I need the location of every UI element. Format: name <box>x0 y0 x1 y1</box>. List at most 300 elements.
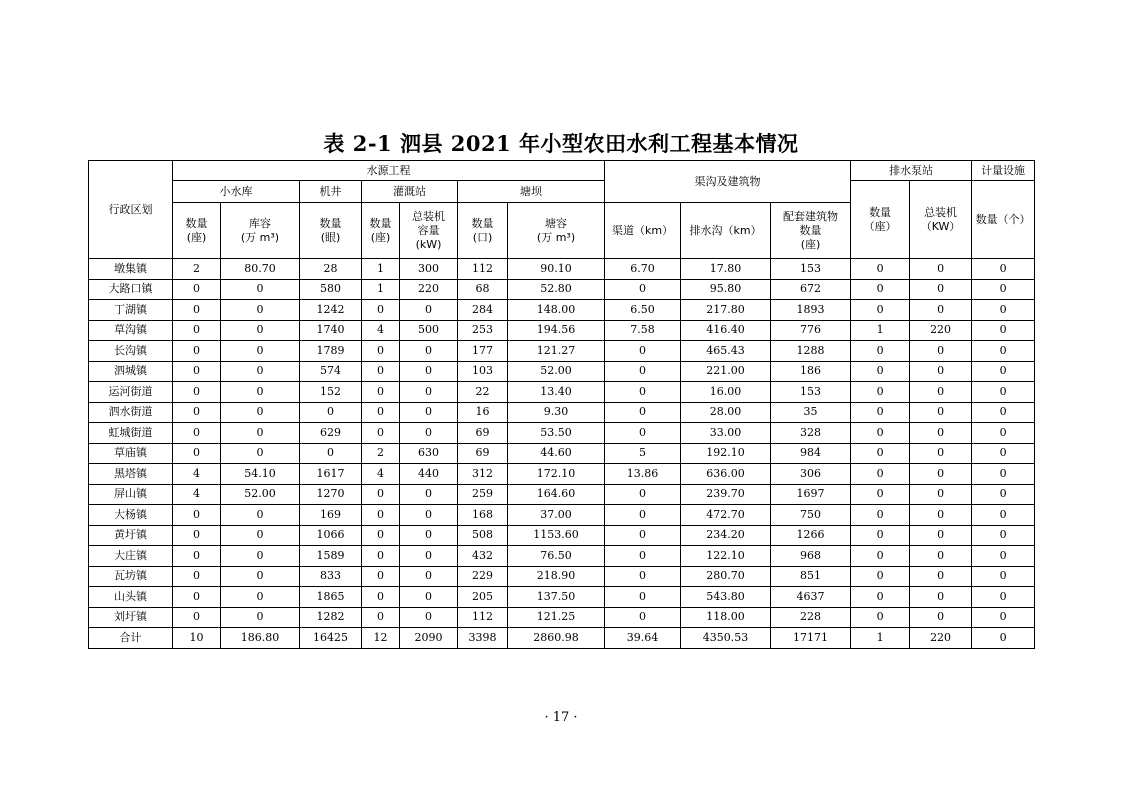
region-name-cell: 墩集镇 <box>89 259 173 280</box>
header-irrigation-station: 灌溉站 <box>362 181 458 203</box>
table-row <box>89 423 1035 444</box>
value-cell: 0 <box>400 505 458 526</box>
value-cell: 52.80 <box>508 279 605 300</box>
header-pump: 排水泵站 <box>851 161 972 181</box>
value-cell: 1893 <box>771 300 851 321</box>
region-name-cell: 屏山镇 <box>89 484 173 505</box>
value-cell: 0 <box>362 607 400 628</box>
region-name-cell: 大路口镇 <box>89 279 173 300</box>
value-cell: 465.43 <box>681 341 771 362</box>
value-cell: 164.60 <box>508 484 605 505</box>
value-cell: 205 <box>458 587 508 608</box>
value-cell: 0 <box>221 382 300 403</box>
value-cell: 194.56 <box>508 320 605 341</box>
value-cell: 7.58 <box>605 320 681 341</box>
value-cell: 12 <box>362 628 400 649</box>
value-cell: 0 <box>362 300 400 321</box>
value-cell: 0 <box>851 402 910 423</box>
header-metering: 计量设施 <box>972 161 1035 181</box>
value-cell: 122.10 <box>681 546 771 567</box>
value-cell: 0 <box>605 423 681 444</box>
value-cell: 0 <box>221 361 300 382</box>
value-cell: 3398 <box>458 628 508 649</box>
value-cell: 0 <box>173 423 221 444</box>
value-cell: 220 <box>400 279 458 300</box>
value-cell: 0 <box>221 546 300 567</box>
header-pond: 塘坝 <box>458 181 605 203</box>
value-cell: 833 <box>300 566 362 587</box>
value-cell: 76.50 <box>508 546 605 567</box>
value-cell: 2 <box>173 259 221 280</box>
value-cell: 0 <box>221 341 300 362</box>
table-row <box>89 484 1035 505</box>
value-cell: 0 <box>972 525 1035 546</box>
table-row <box>89 566 1035 587</box>
value-cell: 80.70 <box>221 259 300 280</box>
value-cell: 220 <box>910 320 972 341</box>
value-cell: 68 <box>458 279 508 300</box>
value-cell: 0 <box>173 566 221 587</box>
value-cell: 0 <box>972 628 1035 649</box>
header-sr-capacity: 库容 (万 m³) <box>221 203 300 259</box>
value-cell: 1 <box>851 628 910 649</box>
value-cell: 306 <box>771 464 851 485</box>
value-cell: 328 <box>771 423 851 444</box>
table-row <box>89 382 1035 403</box>
page-number: · 17 · <box>544 710 578 725</box>
value-cell: 0 <box>851 259 910 280</box>
value-cell: 0 <box>400 566 458 587</box>
table-row <box>89 259 1035 280</box>
header-canal-length: 渠道（km） <box>605 203 681 259</box>
value-cell: 13.40 <box>508 382 605 403</box>
value-cell: 0 <box>605 341 681 362</box>
value-cell: 0 <box>221 402 300 423</box>
value-cell: 0 <box>173 320 221 341</box>
value-cell: 1282 <box>300 607 362 628</box>
value-cell: 0 <box>362 341 400 362</box>
value-cell: 0 <box>173 546 221 567</box>
header-well: 机井 <box>300 181 362 203</box>
value-cell: 1617 <box>300 464 362 485</box>
header-canal: 渠沟及建筑物 <box>605 161 851 203</box>
value-cell: 0 <box>910 587 972 608</box>
value-cell: 500 <box>400 320 458 341</box>
value-cell: 0 <box>362 402 400 423</box>
value-cell: 1740 <box>300 320 362 341</box>
value-cell: 472.70 <box>681 505 771 526</box>
value-cell: 0 <box>605 505 681 526</box>
value-cell: 218.90 <box>508 566 605 587</box>
value-cell: 1865 <box>300 587 362 608</box>
value-cell: 1 <box>362 279 400 300</box>
value-cell: 0 <box>173 361 221 382</box>
value-cell: 0 <box>972 566 1035 587</box>
value-cell: 16425 <box>300 628 362 649</box>
region-name-cell: 黑塔镇 <box>89 464 173 485</box>
value-cell: 192.10 <box>681 443 771 464</box>
value-cell: 121.27 <box>508 341 605 362</box>
value-cell: 153 <box>771 259 851 280</box>
value-cell: 1 <box>362 259 400 280</box>
value-cell: 0 <box>910 443 972 464</box>
value-cell: 0 <box>173 300 221 321</box>
value-cell: 0 <box>173 607 221 628</box>
value-cell: 1589 <box>300 546 362 567</box>
value-cell: 0 <box>972 361 1035 382</box>
value-cell: 0 <box>221 279 300 300</box>
value-cell: 0 <box>972 320 1035 341</box>
header-is-count: 数量 (座) <box>362 203 400 259</box>
value-cell: 0 <box>221 607 300 628</box>
value-cell: 0 <box>300 443 362 464</box>
value-cell: 10 <box>173 628 221 649</box>
value-cell: 0 <box>173 505 221 526</box>
value-cell: 4350.53 <box>681 628 771 649</box>
value-cell: 90.10 <box>508 259 605 280</box>
value-cell: 0 <box>910 341 972 362</box>
value-cell: 0 <box>605 525 681 546</box>
table-row <box>89 505 1035 526</box>
value-cell: 284 <box>458 300 508 321</box>
value-cell: 0 <box>605 607 681 628</box>
value-cell: 0 <box>400 525 458 546</box>
table-row <box>89 361 1035 382</box>
region-name-cell: 瓦坊镇 <box>89 566 173 587</box>
region-name-cell: 山头镇 <box>89 587 173 608</box>
value-cell: 0 <box>910 607 972 628</box>
table-row <box>89 525 1035 546</box>
header-pond-capacity: 塘容 (万 m³) <box>508 203 605 259</box>
value-cell: 984 <box>771 443 851 464</box>
header-pond-count: 数量 (口) <box>458 203 508 259</box>
value-cell: 28.00 <box>681 402 771 423</box>
value-cell: 22 <box>458 382 508 403</box>
value-cell: 574 <box>300 361 362 382</box>
value-cell: 0 <box>173 382 221 403</box>
value-cell: 0 <box>972 382 1035 403</box>
value-cell: 508 <box>458 525 508 546</box>
value-cell: 0 <box>972 443 1035 464</box>
value-cell: 580 <box>300 279 362 300</box>
value-cell: 13.86 <box>605 464 681 485</box>
value-cell: 0 <box>173 443 221 464</box>
value-cell: 0 <box>605 566 681 587</box>
value-cell: 0 <box>362 361 400 382</box>
value-cell: 253 <box>458 320 508 341</box>
value-cell: 0 <box>221 566 300 587</box>
value-cell: 776 <box>771 320 851 341</box>
value-cell: 0 <box>605 546 681 567</box>
value-cell: 0 <box>972 546 1035 567</box>
value-cell: 39.64 <box>605 628 681 649</box>
value-cell: 629 <box>300 423 362 444</box>
value-cell: 229 <box>458 566 508 587</box>
region-name-cell: 刘圩镇 <box>89 607 173 628</box>
value-cell: 0 <box>400 484 458 505</box>
water-conservancy-table <box>88 160 1035 649</box>
region-name-cell: 长沟镇 <box>89 341 173 362</box>
region-name-cell: 泗水街道 <box>89 402 173 423</box>
value-cell: 0 <box>362 484 400 505</box>
value-cell: 416.40 <box>681 320 771 341</box>
value-cell: 118.00 <box>681 607 771 628</box>
value-cell: 1270 <box>300 484 362 505</box>
value-cell: 52.00 <box>221 484 300 505</box>
value-cell: 2860.98 <box>508 628 605 649</box>
region-name-cell: 大庄镇 <box>89 546 173 567</box>
value-cell: 0 <box>605 587 681 608</box>
value-cell: 1789 <box>300 341 362 362</box>
value-cell: 0 <box>362 382 400 403</box>
header-drain-length: 排水沟（km） <box>681 203 771 259</box>
value-cell: 0 <box>362 546 400 567</box>
value-cell: 0 <box>400 423 458 444</box>
header-structures: 配套建筑物 数量 (座) <box>771 203 851 259</box>
value-cell: 0 <box>400 546 458 567</box>
value-cell: 33.00 <box>681 423 771 444</box>
value-cell: 1288 <box>771 341 851 362</box>
value-cell: 153 <box>771 382 851 403</box>
header-pump-count: 数量 （座） <box>851 181 910 259</box>
value-cell: 0 <box>910 259 972 280</box>
value-cell: 4 <box>173 484 221 505</box>
value-cell: 0 <box>221 443 300 464</box>
value-cell: 0 <box>605 382 681 403</box>
value-cell: 0 <box>910 382 972 403</box>
value-cell: 0 <box>851 484 910 505</box>
value-cell: 239.70 <box>681 484 771 505</box>
value-cell: 0 <box>221 505 300 526</box>
value-cell: 168 <box>458 505 508 526</box>
value-cell: 0 <box>400 402 458 423</box>
value-cell: 1242 <box>300 300 362 321</box>
value-cell: 0 <box>851 464 910 485</box>
value-cell: 1066 <box>300 525 362 546</box>
value-cell: 16 <box>458 402 508 423</box>
value-cell: 0 <box>173 341 221 362</box>
value-cell: 177 <box>458 341 508 362</box>
value-cell: 220 <box>910 628 972 649</box>
value-cell: 0 <box>972 279 1035 300</box>
value-cell: 121.25 <box>508 607 605 628</box>
table-row <box>89 279 1035 300</box>
table-row <box>89 300 1035 321</box>
table-row <box>89 546 1035 567</box>
value-cell: 0 <box>362 566 400 587</box>
region-name-cell: 黄圩镇 <box>89 525 173 546</box>
value-cell: 2090 <box>400 628 458 649</box>
value-cell: 44.60 <box>508 443 605 464</box>
value-cell: 186.80 <box>221 628 300 649</box>
table-row <box>89 341 1035 362</box>
value-cell: 0 <box>400 607 458 628</box>
value-cell: 6.50 <box>605 300 681 321</box>
header-sr-count: 数量 (座) <box>173 203 221 259</box>
value-cell: 968 <box>771 546 851 567</box>
header-well-count: 数量 (眼) <box>300 203 362 259</box>
table-body <box>89 259 1035 649</box>
value-cell: 53.50 <box>508 423 605 444</box>
value-cell: 0 <box>910 464 972 485</box>
header-pump-power: 总装机 （KW） <box>910 181 972 259</box>
header-water-source: 水源工程 <box>173 161 605 181</box>
value-cell: 300 <box>400 259 458 280</box>
region-name-cell: 大杨镇 <box>89 505 173 526</box>
value-cell: 440 <box>400 464 458 485</box>
value-cell: 636.00 <box>681 464 771 485</box>
value-cell: 0 <box>851 341 910 362</box>
value-cell: 169 <box>300 505 362 526</box>
value-cell: 0 <box>605 484 681 505</box>
value-cell: 0 <box>910 402 972 423</box>
value-cell: 0 <box>851 423 910 444</box>
value-cell: 0 <box>221 320 300 341</box>
value-cell: 0 <box>851 566 910 587</box>
value-cell: 37.00 <box>508 505 605 526</box>
value-cell: 0 <box>400 587 458 608</box>
value-cell: 0 <box>851 505 910 526</box>
value-cell: 228 <box>771 607 851 628</box>
value-cell: 0 <box>362 587 400 608</box>
value-cell: 95.80 <box>681 279 771 300</box>
value-cell: 0 <box>605 279 681 300</box>
value-cell: 35 <box>771 402 851 423</box>
value-cell: 6.70 <box>605 259 681 280</box>
value-cell: 312 <box>458 464 508 485</box>
value-cell: 0 <box>972 300 1035 321</box>
value-cell: 0 <box>851 300 910 321</box>
value-cell: 0 <box>851 587 910 608</box>
value-cell: 54.10 <box>221 464 300 485</box>
value-cell: 0 <box>851 279 910 300</box>
table-row <box>89 320 1035 341</box>
value-cell: 112 <box>458 259 508 280</box>
value-cell: 0 <box>910 484 972 505</box>
value-cell: 0 <box>173 525 221 546</box>
header-meter-count: 数量（个） <box>972 181 1035 259</box>
value-cell: 0 <box>851 361 910 382</box>
region-name-cell: 草沟镇 <box>89 320 173 341</box>
table-row <box>89 464 1035 485</box>
table-row <box>89 402 1035 423</box>
value-cell: 1697 <box>771 484 851 505</box>
table-row <box>89 587 1035 608</box>
value-cell: 221.00 <box>681 361 771 382</box>
value-cell: 0 <box>972 505 1035 526</box>
value-cell: 17.80 <box>681 259 771 280</box>
value-cell: 234.20 <box>681 525 771 546</box>
value-cell: 0 <box>972 259 1035 280</box>
value-cell: 0 <box>910 566 972 587</box>
value-cell: 0 <box>605 402 681 423</box>
value-cell: 0 <box>221 587 300 608</box>
value-cell: 0 <box>910 279 972 300</box>
value-cell: 0 <box>400 361 458 382</box>
value-cell: 0 <box>851 546 910 567</box>
value-cell: 16.00 <box>681 382 771 403</box>
value-cell: 52.00 <box>508 361 605 382</box>
value-cell: 0 <box>173 279 221 300</box>
value-cell: 851 <box>771 566 851 587</box>
value-cell: 17171 <box>771 628 851 649</box>
value-cell: 259 <box>458 484 508 505</box>
value-cell: 5 <box>605 443 681 464</box>
value-cell: 0 <box>221 423 300 444</box>
value-cell: 0 <box>362 423 400 444</box>
region-name-cell: 丁湖镇 <box>89 300 173 321</box>
value-cell: 0 <box>605 361 681 382</box>
table-row <box>89 607 1035 628</box>
value-cell: 543.80 <box>681 587 771 608</box>
value-cell: 630 <box>400 443 458 464</box>
value-cell: 0 <box>972 423 1035 444</box>
value-cell: 186 <box>771 361 851 382</box>
value-cell: 103 <box>458 361 508 382</box>
value-cell: 1266 <box>771 525 851 546</box>
header-region: 行政区划 <box>89 161 173 259</box>
value-cell: 280.70 <box>681 566 771 587</box>
region-name-cell: 泗城镇 <box>89 361 173 382</box>
value-cell: 0 <box>910 525 972 546</box>
value-cell: 0 <box>972 587 1035 608</box>
value-cell: 172.10 <box>508 464 605 485</box>
value-cell: 0 <box>972 402 1035 423</box>
value-cell: 1153.60 <box>508 525 605 546</box>
value-cell: 0 <box>362 525 400 546</box>
value-cell: 69 <box>458 443 508 464</box>
value-cell: 4637 <box>771 587 851 608</box>
value-cell: 0 <box>851 607 910 628</box>
value-cell: 672 <box>771 279 851 300</box>
value-cell: 0 <box>221 525 300 546</box>
value-cell: 0 <box>910 300 972 321</box>
value-cell: 0 <box>910 423 972 444</box>
value-cell: 0 <box>972 607 1035 628</box>
value-cell: 0 <box>972 484 1035 505</box>
value-cell: 4 <box>173 464 221 485</box>
value-cell: 4 <box>362 464 400 485</box>
value-cell: 4 <box>362 320 400 341</box>
value-cell: 0 <box>972 341 1035 362</box>
value-cell: 0 <box>910 361 972 382</box>
value-cell: 432 <box>458 546 508 567</box>
value-cell: 0 <box>173 587 221 608</box>
region-name-cell: 运河街道 <box>89 382 173 403</box>
header-small-reservoir: 小水库 <box>173 181 300 203</box>
header-is-power: 总装机 容量 (kW) <box>400 203 458 259</box>
value-cell: 0 <box>910 505 972 526</box>
value-cell: 137.50 <box>508 587 605 608</box>
region-name-cell: 虹城街道 <box>89 423 173 444</box>
value-cell: 0 <box>400 341 458 362</box>
value-cell: 0 <box>362 505 400 526</box>
value-cell: 112 <box>458 607 508 628</box>
value-cell: 28 <box>300 259 362 280</box>
region-name-cell: 合计 <box>89 628 173 649</box>
value-cell: 9.30 <box>508 402 605 423</box>
region-name-cell: 草庙镇 <box>89 443 173 464</box>
value-cell: 217.80 <box>681 300 771 321</box>
value-cell: 0 <box>400 382 458 403</box>
value-cell: 2 <box>362 443 400 464</box>
value-cell: 1 <box>851 320 910 341</box>
value-cell: 0 <box>851 525 910 546</box>
value-cell: 0 <box>972 464 1035 485</box>
table-row <box>89 628 1035 649</box>
value-cell: 750 <box>771 505 851 526</box>
table-row <box>89 443 1035 464</box>
